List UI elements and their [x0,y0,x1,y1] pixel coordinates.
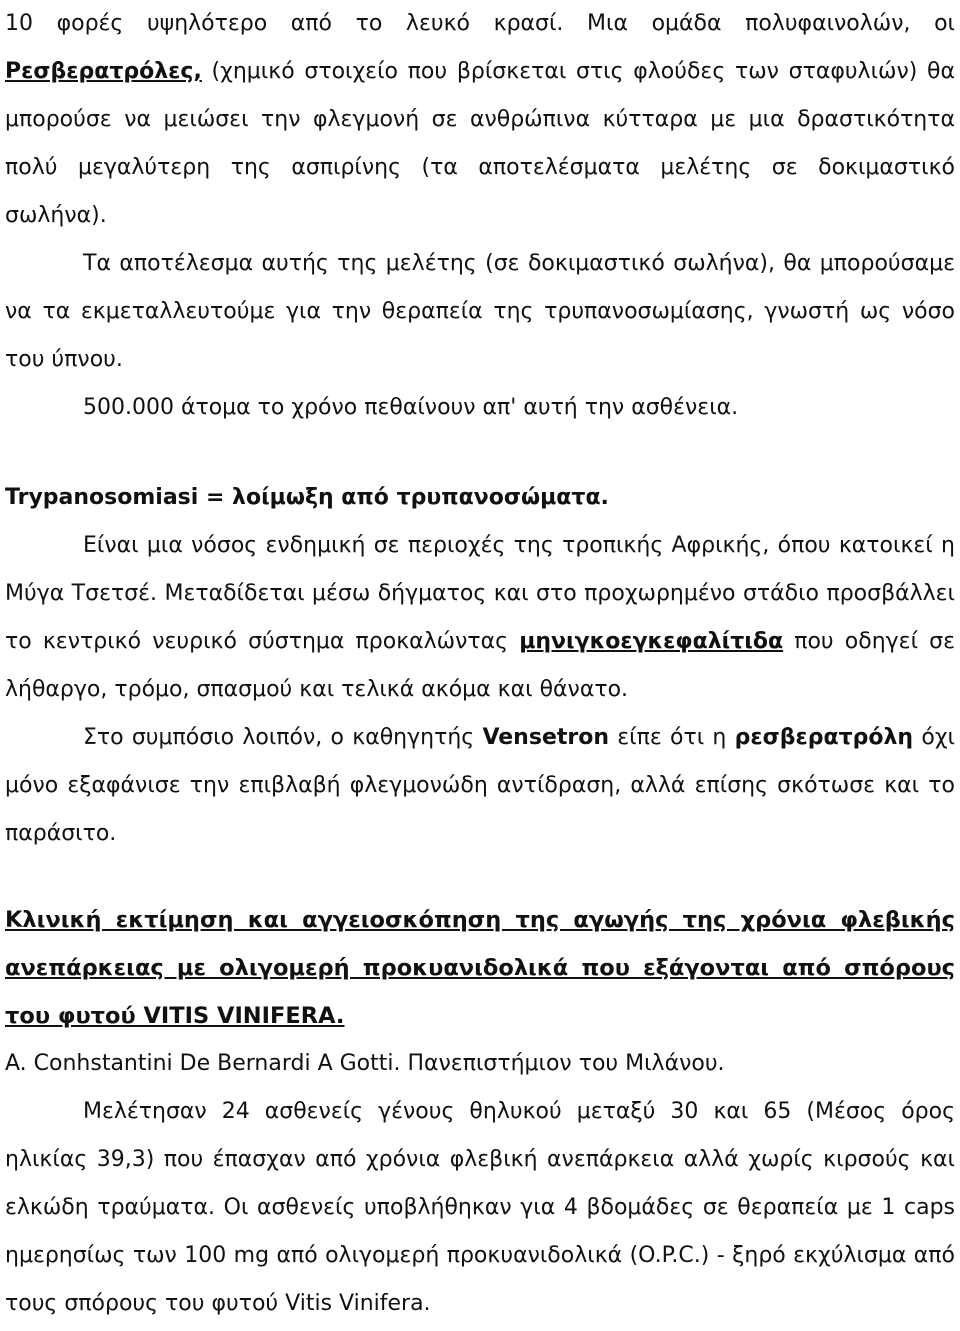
resveratrol-term-2: ρεσβερατρόλη [734,725,914,750]
authors-line: A. Conhstantini De Bernardi A Gotti. Πανεπιστήμιον του Μιλάνου. [5,1051,725,1076]
section-title: Κλινική εκτίμηση και αγγειοσκόπηση της αγωγής της χρόνια φλεβικής ανεπάρκειας με ολιγομερή προκυανιδολικά που εξάγονται από σπόρους του φυτού VITIS VINIFERA. [5,907,955,1029]
resveratrol-term: Ρεσβερατρόλες, [5,59,202,84]
paragraph-disease-description [5,522,955,714]
paragraph-death-statistic: 500.000 άτομα το χρόνο πεθαίνουν απ' αυτή την ασθένεια. [83,395,739,420]
paragraph-disease-text-1: Είναι μια νόσος ενδημική σε περιοχές της τροπικής Αφρικής, όπου κατοικεί η Μύγα Τσετσέ. Μεταδίδεται μέσω δήγματος και στο προχωρημένο στάδιο προσβάλλει το κεντρικό νευρικό σύστημα προκαλώντας [5,533,955,654]
paragraph-study-results: Τα αποτέλεσμα αυτής της μελέτης (σε δοκιμαστικό σωλήνα), θα μπορούσαμε να τα εκμεταλλευτούμε για την θεραπεία της τρυπανοσωμίασης, γνωστή ως νόσο του ύπνου. [5,251,955,372]
paragraph-intro-text-2: (χημικό στοιχείο που βρίσκεται στις φλούδες των σταφυλιών) θα μπορούσε να μειώσει την φλεγμονή σε ανθρώπινα κύτταρα με μια δραστικότητα πολύ μεγαλύτερη της ασπιρίνης (τα αποτελέσματα μελέτης σε δοκιμαστικό σωλήνα). [5,59,955,228]
paragraph-intro [5,0,955,240]
professor-name: Vensetron [482,725,610,750]
paragraph-clinical-study: Μελέτησαν 24 ασθενείς γένους θηλυκού μεταξύ 30 και 65 (Μέσος όρος ηλικίας 39,3) που έπασχαν από χρόνια φλεβική ανεπάρκεια αλλά χωρίς κιρσούς και ελκώδη τραύματα. Οι ασθενείς υποβλήθηκαν για 4 βδομάδες σε θεραπεία με 1 caps ημερησίως των 100 mg από ολιγομερή προκυανιδολικά (O.P.C.) - ξηρό εκχύλισμα από τους σπόρους του φυτού Vitis Vinifera. [5,1099,955,1316]
meningoencephalitis-term: μηνιγκοεγκεφαλίτιδα [519,629,784,654]
paragraph-symposium [5,714,955,858]
paragraph-intro-text-1: 10 φορές υψηλότερο από το λευκό κρασί. Μια ομάδα πολυφαινολών, οι [5,11,955,36]
paragraph-symposium-text-2: είπε ότι η [609,725,735,750]
paragraph-symposium-text-1: Στο συμπόσιο λοιπόν, ο καθηγητής [83,725,483,750]
paragraph-disease-text-2: που οδηγεί σε λήθαργο, τρόμο, σπασμού και τελικά ακόμα και θάνατο. [5,629,955,702]
document-page [5,0,955,1328]
paragraph-symposium-text-3: όχι μόνο εξαφάνισε την επιβλαβή φλεγμονώδη αντίδραση, αλλά επίσης σκότωσε και το παράσιτο. [5,725,955,846]
trypanosomiasis-heading: Trypanosomiasi = λοίμωξη από τρυπανοσώματα. [5,485,609,510]
